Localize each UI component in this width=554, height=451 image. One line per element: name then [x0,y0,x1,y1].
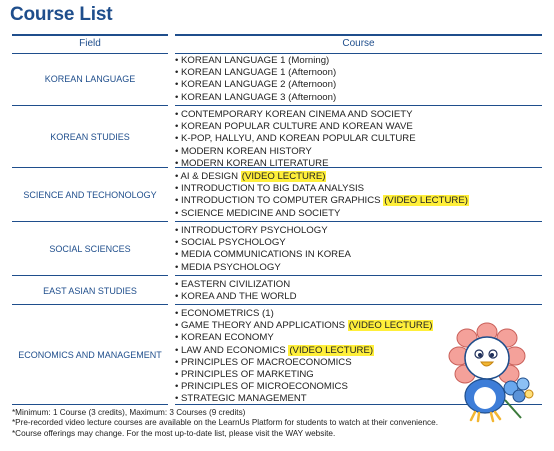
course-list [175,222,542,276]
footnotes [12,408,512,439]
column-header-course: Course [175,34,542,54]
course-item [175,291,542,303]
course-list [175,106,542,168]
video-lecture-badge: (VIDEO LECTURE) [348,320,433,332]
course-item [175,55,542,67]
video-lecture-badge: (VIDEO LECTURE) [289,344,374,356]
course-name: • SCIENCE MEDICINE AND SOCIETY [175,207,341,219]
course-name: • KOREA AND THE WORLD [175,291,297,303]
course-name: • SOCIAL PSYCHOLOGY [175,237,286,249]
course-item [175,146,542,158]
row-divider [12,404,168,405]
course-name: • PRINCIPLES OF MARKETING [175,369,314,381]
course-item [175,67,542,79]
footnote: *Course offerings may change. For the most up-to-date list, please visit the WAY website. [12,428,336,438]
course-name: • KOREAN LANGUAGE 1 (Afternoon) [175,67,337,79]
course-list [175,168,542,222]
column-header-field: Field [12,34,168,54]
field-label: KOREAN LANGUAGE [44,74,136,84]
table-row [12,52,542,106]
course-name: • PRINCIPLES OF MICROECONOMICS [175,381,348,393]
course-item [175,121,542,133]
course-name: • KOREAN LANGUAGE 2 (Afternoon) [175,79,337,91]
course-item [175,249,542,261]
table-row [12,276,542,305]
field-label: EAST ASIAN STUDIES [43,285,137,296]
course-name: • ECONOMETRICS (1) [175,308,274,319]
course-name: • CONTEMPORARY KOREAN CINEMA AND SOCIETY [175,109,413,120]
course-item [175,237,542,249]
course-item [175,171,542,183]
table-row [12,106,542,168]
course-name: • KOREAN ECONOMY [175,332,274,344]
course-name: • INTRODUCTION TO BIG DATA ANALYSIS [175,183,365,195]
course-name: • INTRODUCTION TO COMPUTER GRAPHICS [175,195,384,207]
course-name: • EASTERN CIVILIZATION [175,279,291,290]
course-name: • PRINCIPLES OF MACROECONOMICS [175,356,352,368]
course-list [175,52,542,106]
course-name: • MEDIA PSYCHOLOGY [175,261,281,273]
course-name: • STRATEGIC MANAGEMENT [175,393,307,405]
eagle-mascot-icon [445,318,545,428]
table-row [12,222,542,276]
course-name: • KOREAN POPULAR CULTURE AND KOREAN WAVE [175,121,413,133]
course-item [175,225,542,237]
course-item [175,208,542,220]
course-name: • MODERN KOREAN HISTORY [175,145,312,157]
course-name: • GAME THEORY AND APPLICATIONS [175,320,348,332]
course-name: • AI & DESIGN [175,171,241,182]
course-name: • KOREAN LANGUAGE 1 (Morning) [175,55,330,66]
course-name: • KOREAN LANGUAGE 3 (Afternoon) [175,91,337,103]
course-name: • K-POP, HALLYU, AND KOREAN POPULAR CULTURE [175,133,416,145]
course-item [175,133,542,145]
field-label: SCIENCE AND TECHONOLOGY [23,190,157,200]
course-item [175,92,542,104]
course-item [175,79,542,91]
video-lecture-badge: (VIDEO LECTURE) [241,171,326,182]
course-item [175,279,542,291]
course-item [175,262,542,274]
field-label: SOCIAL SCIENCES [49,244,131,254]
course-name: • MEDIA COMMUNICATIONS IN KOREA [175,249,351,261]
video-lecture-badge: (VIDEO LECTURE) [384,195,468,207]
field-label: ECONOMICS AND MANAGEMENT [18,350,162,360]
page-title: Course List [10,4,113,25]
field-label: KOREAN STUDIES [50,132,130,142]
course-name: • LAW AND ECONOMICS [175,344,289,356]
course-item [175,109,542,121]
footnote: *Minimum: 1 Course (3 credits), Maximum: 3 Courses (9 credits) [12,408,246,417]
course-item [175,183,542,195]
table-row [12,168,542,222]
course-item [175,195,542,207]
course-name: • INTRODUCTORY PSYCHOLOGY [175,225,328,236]
course-name: • MODERN KOREAN LITERATURE [175,157,329,169]
footnote: *Pre-recorded video lecture courses are available on the LearnUs Platform for students to watch at their convenience. [12,418,438,428]
course-list [175,276,542,305]
